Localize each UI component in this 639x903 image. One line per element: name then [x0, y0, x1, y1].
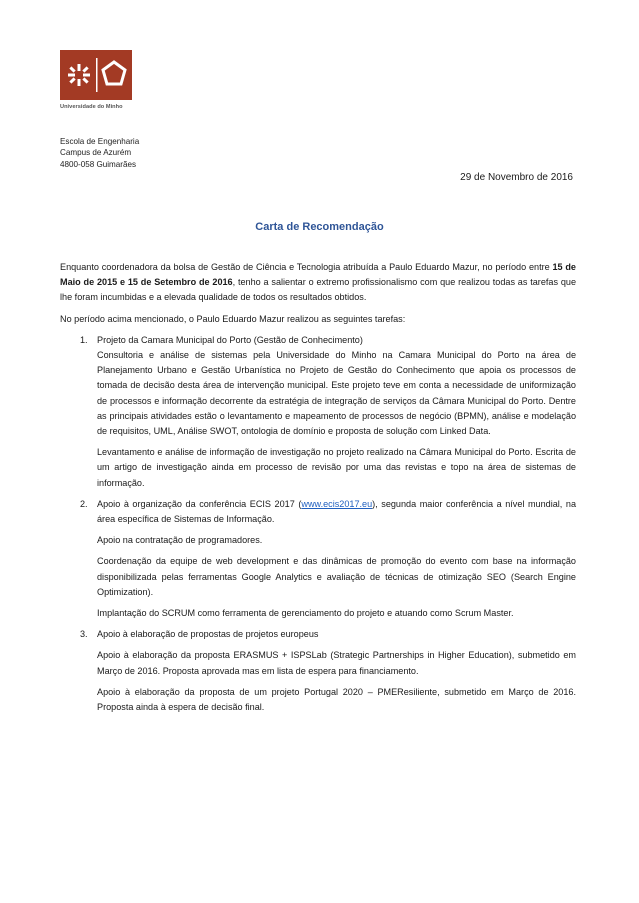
task-number: 1. [80, 334, 88, 345]
task-item [60, 333, 576, 491]
task-item [60, 497, 576, 621]
letter-title: Carta de Recomendação [255, 221, 384, 233]
task-title [97, 497, 576, 527]
task-title-start: Apoio à organização da conferência ECIS 2017 ( [97, 498, 302, 509]
address-line: Campus de Azurém [60, 148, 132, 158]
task-paragraph: Apoio à elaboração da proposta de um projeto Portugal 2020 – PMEResiliente, submetido em Março de 2016. Proposta ainda à espera de decisão final. [97, 686, 576, 713]
university-logo [60, 50, 132, 100]
task-item [60, 627, 576, 715]
task-number: 2. [80, 498, 88, 509]
task-title: Apoio à elaboração de propostas de projetos europeus [97, 629, 319, 640]
tasks-intro: No período acima mencionado, o Paulo Eduardo Mazur realizou as seguintes tarefas: [60, 313, 406, 324]
task-number: 3. [80, 629, 88, 640]
task-title-end: ), segunda maior conferência a nível mundial, na área específica de Sistemas de Informação. [97, 498, 576, 525]
period-bold: 15 de Maio de 2015 e 15 de Setembro de 2016 [60, 262, 576, 288]
task-paragraph: Implantação do SCRUM como ferramenta de gerenciamento do projeto e atuando como Scrum Master. [97, 608, 514, 619]
sender-address [60, 136, 139, 170]
intro-paragraph [60, 260, 576, 306]
task-title: Projeto da Camara Municipal do Porto (Gestão de Conhecimento) [97, 334, 363, 345]
address-line: 4800-058 Guimarães [60, 159, 137, 169]
intro-text-end: , tenho a salientar o extremo profissionalismo com que realizou todas as tarefas que lhe foram incumbidas e a elevada qualidade de todos os resultados obtidos. [60, 277, 577, 303]
task-paragraph: Apoio na contratação de programadores. [97, 535, 263, 546]
task-paragraph: Levantamento e análise de informação de investigação no projeto realizado na Câmara Municipal do Porto. Escrita de um artigo de investigação ainda em processo de revisão por uma das revistas e topo na área de sistemas de informação. [97, 447, 576, 488]
university-name: Universidade do Minho [60, 104, 123, 110]
university-logo-icon [60, 50, 132, 100]
letter-body [60, 260, 576, 721]
task-content [97, 333, 576, 439]
intro-text-start: Enquanto coordenadora da bolsa de Gestão de Ciência e Tecnologia atribuída a Paulo Eduardo Mazur, no período entre [60, 262, 553, 272]
ecis-link[interactable]: www.ecis2017.eu [301, 498, 373, 509]
task-paragraph: Apoio à elaboração da proposta ERASMUS + ISPSLab (Strategic Partnerships in Higher Education), submetido em Março de 2016. Proposta aprovada mas em lista de espera para financiamento. [97, 650, 576, 676]
letter-date: 29 de Novembro de 2016 [460, 172, 573, 183]
task-paragraph: Coordenação da equipe de web development e das dinâmicas de promoção do evento com base na informação disponibilizada pelas ferramentas Google Analytics e avaliação de técnicas de otimização SEO (Search Engine Optimization). [97, 556, 576, 597]
task-description: Consultoria e análise de sistemas pela Universidade do Minho na Camara Municipal do Porto na área de Planejamento Urbano e Gestão Urbanística no Projeto de Gestão do Conhecimento que apoia os processos de tomada de decisão desta área de intervenção municipal. Este projeto teve em conta a necessidade de uniformização de processos e informação decorrente da estratégia de integração de serviços da Câmara Municipal do Porto. Dentre as principais atividades estão o levantamento e mapeamento de processos de negócio (BPMN), análise e modelação de requisitos, UML, Análise SWOT, ontologia de domínio e proposta de solução com Linked Data. [97, 350, 576, 437]
address-line: Escola de Engenharia [60, 137, 140, 146]
